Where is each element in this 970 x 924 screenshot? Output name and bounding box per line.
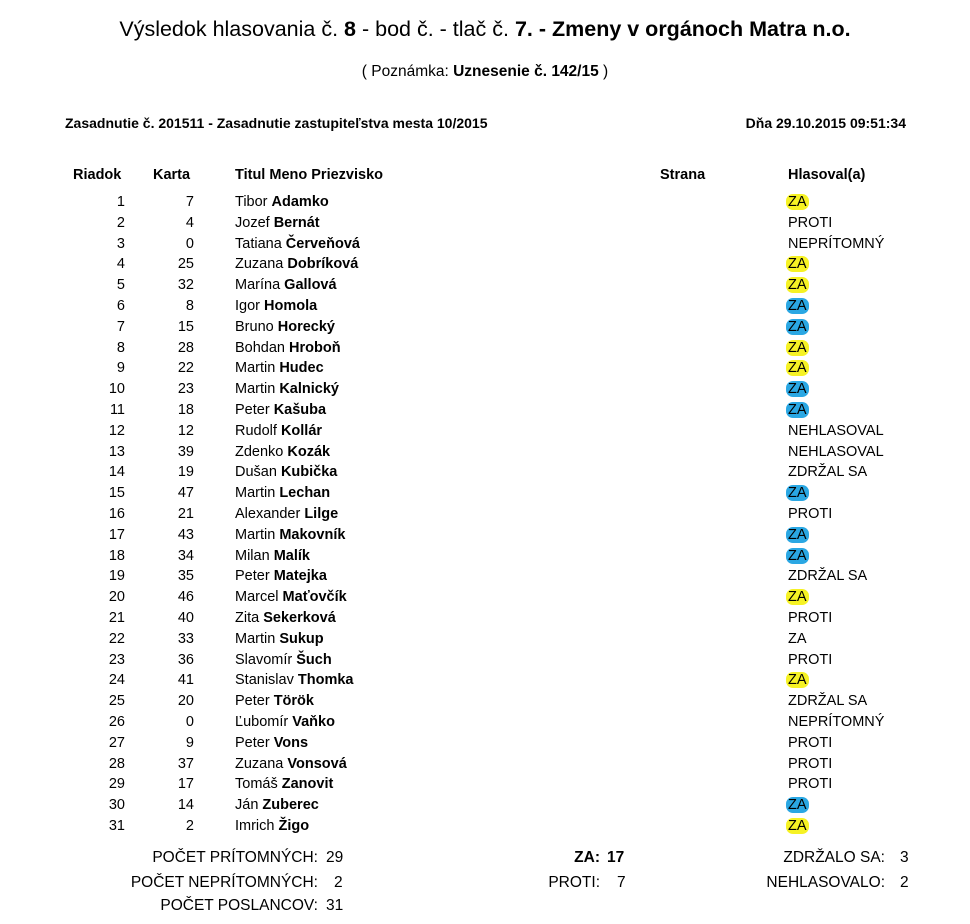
absent-count-label: POČET NEPRÍTOMNÝCH: — [130, 874, 318, 891]
vote-cell — [788, 340, 809, 356]
member-name — [235, 693, 314, 709]
table-row — [0, 775, 970, 796]
last-name: Šuch — [296, 651, 332, 668]
column-header-vote: Hlasoval(a) — [788, 167, 866, 183]
vote-value: ZA — [788, 547, 807, 564]
vote-value: ZA — [788, 381, 807, 398]
first-name: Zuzana — [235, 755, 284, 772]
vote-value: ZA — [788, 194, 807, 210]
row-number: 11 — [109, 401, 125, 418]
member-name — [235, 735, 308, 751]
first-name: Dušan — [235, 464, 277, 481]
table-row — [0, 796, 970, 817]
member-name — [235, 756, 347, 772]
member-name — [235, 215, 320, 231]
table-row — [0, 193, 970, 214]
card-number: 22 — [177, 360, 194, 377]
first-name: Imrich — [235, 817, 275, 834]
table-row — [0, 318, 970, 339]
last-name: Červeňová — [285, 235, 360, 252]
note-close: ) — [598, 63, 609, 80]
row-number: 3 — [116, 235, 125, 252]
first-name: Milan — [235, 547, 270, 564]
first-name: Ľubomír — [235, 713, 289, 730]
vote-value: ZA — [788, 297, 807, 314]
row-number: 17 — [108, 526, 125, 543]
column-header-name: Titul Meno Priezvisko — [235, 167, 383, 183]
last-name: Kalnický — [279, 381, 339, 398]
present-count-label: POČET PRÍTOMNÝCH: — [152, 849, 318, 866]
vote-cell — [788, 756, 832, 772]
card-number: 19 — [177, 464, 194, 481]
first-name: Martin — [235, 526, 276, 543]
card-number: 25 — [177, 256, 194, 273]
column-header-card: Karta — [153, 167, 191, 183]
title-middle: - bod č. - tlač č. — [356, 17, 515, 41]
card-number: 8 — [185, 297, 194, 314]
vote-value: PROTI — [788, 776, 833, 793]
vote-cell — [788, 215, 832, 231]
title-subject: - Zmeny v orgánoch Matra n.o. — [532, 17, 851, 41]
table-row — [0, 214, 970, 235]
card-number: 14 — [177, 797, 194, 814]
row-number: 9 — [116, 360, 125, 377]
table-row — [0, 339, 970, 360]
row-number: 15 — [108, 485, 125, 502]
vote-value: ZA — [788, 797, 807, 814]
note-value: Uznesenie č. 142/15 — [453, 63, 599, 80]
row-number: 21 — [108, 609, 125, 626]
vote-cell — [788, 236, 884, 252]
member-name — [235, 256, 358, 272]
first-name: Martin — [235, 485, 276, 502]
last-name: Hudec — [279, 360, 324, 377]
card-number: 36 — [177, 651, 194, 668]
za-count: 17 — [607, 849, 625, 866]
table-row — [0, 276, 970, 297]
table-row — [0, 463, 970, 484]
za-count-label: ZA: — [574, 849, 600, 866]
vote-value: ZA — [788, 630, 807, 647]
vote-cell — [788, 527, 809, 543]
vote-cell — [788, 298, 809, 314]
vote-value: PROTI — [788, 755, 833, 772]
card-number: 47 — [177, 485, 194, 502]
table-row — [0, 671, 970, 692]
vote-cell — [788, 714, 884, 730]
card-number: 43 — [177, 526, 194, 543]
last-name: Török — [273, 693, 314, 710]
card-number: 46 — [177, 589, 194, 606]
member-name — [235, 277, 337, 293]
table-row — [0, 422, 970, 443]
vote-cell — [788, 444, 884, 460]
last-name: Vonsová — [287, 755, 347, 772]
vote-number: 8 — [344, 17, 357, 41]
member-name — [235, 381, 339, 397]
vote-value: ZDRŽAL SA — [788, 568, 868, 585]
first-name: Ján — [235, 797, 259, 814]
vote-cell — [788, 631, 807, 647]
row-number: 27 — [108, 734, 125, 751]
table-row — [0, 630, 970, 651]
table-row — [0, 588, 970, 609]
vote-cell — [788, 672, 809, 688]
table-row — [0, 567, 970, 588]
member-name — [235, 568, 327, 584]
vote-cell — [788, 506, 832, 522]
vote-table-body — [0, 193, 970, 838]
card-number: 41 — [177, 672, 194, 689]
last-name: Malík — [273, 547, 310, 564]
vote-value: ZA — [788, 817, 807, 834]
member-name — [235, 485, 330, 501]
note-line — [0, 63, 970, 81]
table-row — [0, 547, 970, 568]
vote-value: ZA — [788, 277, 807, 294]
vote-cell — [788, 548, 809, 564]
row-number: 7 — [116, 318, 125, 335]
first-name: Peter — [235, 401, 270, 418]
abstain-count: 3 — [900, 849, 909, 866]
table-row — [0, 609, 970, 630]
vote-cell — [788, 360, 809, 376]
table-row — [0, 484, 970, 505]
row-number: 28 — [108, 755, 125, 772]
last-name: Thomka — [297, 672, 354, 689]
vote-cell — [788, 652, 832, 668]
vote-value: ZDRŽAL SA — [788, 464, 868, 481]
vote-value: ZA — [788, 339, 807, 356]
card-number: 0 — [185, 713, 194, 730]
absent-count: 2 — [334, 874, 343, 891]
card-number: 23 — [177, 381, 194, 398]
last-name: Lilge — [304, 505, 339, 522]
member-name — [235, 548, 310, 564]
card-number: 0 — [185, 235, 194, 252]
vote-cell — [788, 485, 809, 501]
last-name: Bernát — [273, 214, 320, 231]
member-name — [235, 298, 317, 314]
row-number: 2 — [116, 214, 125, 231]
vote-value: ZA — [788, 485, 807, 502]
card-number: 39 — [177, 443, 194, 460]
last-name: Zuberec — [262, 797, 319, 814]
member-name — [235, 340, 341, 356]
vote-value: ZA — [788, 256, 807, 273]
member-name — [235, 797, 319, 813]
table-row — [0, 443, 970, 464]
last-name: Maťovčík — [282, 589, 347, 606]
first-name: Slavomír — [235, 651, 293, 668]
table-row — [0, 297, 970, 318]
row-number: 5 — [116, 277, 125, 294]
document-title — [0, 17, 970, 42]
first-name: Peter — [235, 693, 270, 710]
first-name: Tibor — [235, 194, 268, 210]
vote-value: ZA — [788, 526, 807, 543]
member-name — [235, 818, 309, 834]
first-name: Peter — [235, 734, 270, 751]
first-name: Stanislav — [235, 672, 294, 689]
last-name: Vons — [273, 734, 309, 751]
last-name: Gallová — [284, 277, 337, 294]
last-name: Kozák — [287, 443, 331, 460]
table-row — [0, 255, 970, 276]
table-row — [0, 380, 970, 401]
vote-value: PROTI — [788, 609, 833, 626]
session-info: Zasadnutie č. 201511 - Zasadnutie zastupiteľstva mesta 10/2015 — [65, 115, 488, 131]
present-count: 29 — [326, 849, 344, 866]
row-number: 12 — [108, 422, 125, 439]
row-number: 19 — [108, 568, 125, 585]
first-name: Martin — [235, 630, 276, 647]
member-name — [235, 423, 322, 439]
member-name — [235, 610, 336, 626]
row-number: 6 — [116, 297, 125, 314]
first-name: Zuzana — [235, 256, 284, 273]
first-name: Peter — [235, 568, 270, 585]
card-number: 15 — [177, 318, 194, 335]
last-name: Horecký — [277, 318, 335, 335]
last-name: Vaňko — [292, 713, 335, 730]
last-name: Sukup — [279, 630, 324, 647]
table-row — [0, 235, 970, 256]
card-number: 33 — [177, 630, 194, 647]
table-row — [0, 817, 970, 838]
card-number: 28 — [177, 339, 194, 356]
row-number: 4 — [116, 256, 125, 273]
vote-value: ZDRŽAL SA — [788, 693, 868, 710]
row-number: 10 — [108, 381, 125, 398]
last-name: Kubička — [280, 464, 338, 481]
title-prefix: Výsledok hlasovania č. — [119, 17, 345, 41]
card-number: 18 — [177, 401, 194, 418]
table-row — [0, 505, 970, 526]
first-name: Marcel — [235, 589, 279, 606]
vote-value: ZA — [788, 401, 807, 418]
row-number: 16 — [108, 505, 125, 522]
member-name — [235, 527, 345, 543]
table-row — [0, 755, 970, 776]
row-number: 14 — [108, 464, 125, 481]
last-name: Hroboň — [289, 339, 341, 356]
vote-cell — [788, 194, 809, 210]
vote-value: NEHLASOVAL — [788, 422, 884, 439]
vote-cell — [788, 735, 832, 751]
vote-value: ZA — [788, 672, 807, 689]
card-number: 7 — [185, 194, 194, 210]
proti-count: 7 — [617, 874, 626, 891]
row-number: 23 — [108, 651, 125, 668]
vote-value: NEHLASOVAL — [788, 443, 884, 460]
member-name — [235, 714, 335, 730]
table-row — [0, 713, 970, 734]
member-name — [235, 672, 353, 688]
vote-cell — [788, 423, 884, 439]
novote-count-label: NEHLASOVALO: — [766, 874, 885, 891]
card-number: 20 — [177, 693, 194, 710]
card-number: 34 — [177, 547, 194, 564]
first-name: Tomáš — [235, 776, 278, 793]
row-number: 22 — [108, 630, 125, 647]
row-number: 31 — [108, 817, 125, 834]
row-number: 26 — [108, 713, 125, 730]
vote-cell — [788, 402, 809, 418]
member-name — [235, 194, 329, 210]
table-row — [0, 401, 970, 422]
card-number: 37 — [177, 755, 194, 772]
card-number: 21 — [177, 505, 194, 522]
vote-cell — [788, 381, 809, 397]
last-name: Matejka — [273, 568, 327, 585]
member-name — [235, 631, 324, 647]
session-date: Dňa 29.10.2015 09:51:34 — [745, 115, 906, 131]
last-name: Adamko — [271, 194, 329, 210]
row-number: 20 — [108, 589, 125, 606]
first-name: Igor — [235, 297, 260, 314]
member-name — [235, 776, 333, 792]
last-name: Dobríková — [287, 256, 359, 273]
row-number: 29 — [108, 776, 125, 793]
last-name: Kašuba — [273, 401, 327, 418]
row-number: 25 — [108, 693, 125, 710]
first-name: Zdenko — [235, 443, 284, 460]
deputies-count-label: POČET POSLANCOV: — [160, 897, 318, 914]
first-name: Jozef — [235, 214, 270, 231]
first-name: Zita — [235, 609, 260, 626]
member-name — [235, 464, 337, 480]
vote-cell — [788, 776, 832, 792]
card-number: 32 — [177, 277, 194, 294]
row-number: 1 — [116, 194, 125, 210]
member-name — [235, 236, 360, 252]
vote-cell — [788, 568, 867, 584]
first-name: Bohdan — [235, 339, 285, 356]
first-name: Alexander — [235, 505, 301, 522]
table-row — [0, 692, 970, 713]
vote-cell — [788, 797, 809, 813]
card-number: 35 — [177, 568, 194, 585]
member-name — [235, 589, 347, 605]
last-name: Makovník — [279, 526, 346, 543]
last-name: Žigo — [278, 817, 310, 834]
member-name — [235, 402, 326, 418]
vote-cell — [788, 589, 809, 605]
first-name: Marína — [235, 277, 281, 294]
vote-cell — [788, 693, 867, 709]
vote-value: PROTI — [788, 734, 833, 751]
first-name: Bruno — [235, 318, 274, 335]
last-name: Kollár — [280, 422, 323, 439]
row-number: 24 — [108, 672, 125, 689]
vote-value: ZA — [788, 360, 807, 377]
member-name — [235, 652, 332, 668]
novote-count: 2 — [900, 874, 909, 891]
card-number: 40 — [177, 609, 194, 626]
note-label: ( Poznámka: — [361, 63, 454, 80]
print-number: 7. — [514, 17, 533, 41]
table-row — [0, 651, 970, 672]
last-name: Sekerková — [263, 609, 336, 626]
member-name — [235, 319, 335, 335]
member-name — [235, 506, 338, 522]
column-header-party: Strana — [660, 167, 706, 183]
row-number: 8 — [116, 339, 125, 356]
column-header-row: Riadok — [73, 167, 122, 183]
first-name: Tatiana — [235, 235, 282, 252]
last-name: Lechan — [279, 485, 331, 502]
row-number: 13 — [108, 443, 125, 460]
table-row — [0, 526, 970, 547]
card-number: 17 — [177, 776, 194, 793]
deputies-count: 31 — [326, 897, 344, 914]
card-number: 9 — [185, 734, 194, 751]
proti-count-label: PROTI: — [548, 874, 600, 891]
last-name: Homola — [264, 297, 318, 314]
first-name: Martin — [235, 360, 276, 377]
vote-value: PROTI — [788, 214, 833, 231]
card-number: 2 — [185, 817, 194, 834]
first-name: Martin — [235, 381, 276, 398]
vote-value: NEPRÍTOMNÝ — [788, 713, 885, 730]
member-name — [235, 444, 330, 460]
card-number: 4 — [185, 214, 194, 231]
member-name — [235, 360, 324, 376]
table-row — [0, 359, 970, 380]
vote-value: ZA — [788, 589, 807, 606]
vote-cell — [788, 256, 809, 272]
card-number: 12 — [177, 422, 194, 439]
vote-value: ZA — [788, 318, 807, 335]
last-name: Zanovit — [281, 776, 334, 793]
row-number: 18 — [108, 547, 125, 564]
vote-cell — [788, 277, 809, 293]
vote-value: PROTI — [788, 651, 833, 668]
vote-value: PROTI — [788, 505, 833, 522]
vote-cell — [788, 319, 809, 335]
vote-value: NEPRÍTOMNÝ — [788, 235, 885, 252]
vote-cell — [788, 610, 832, 626]
vote-cell — [788, 464, 867, 480]
table-row — [0, 734, 970, 755]
vote-cell — [788, 818, 809, 834]
first-name: Rudolf — [235, 422, 277, 439]
abstain-count-label: ZDRŽALO SA: — [783, 849, 885, 866]
row-number: 30 — [108, 797, 125, 814]
